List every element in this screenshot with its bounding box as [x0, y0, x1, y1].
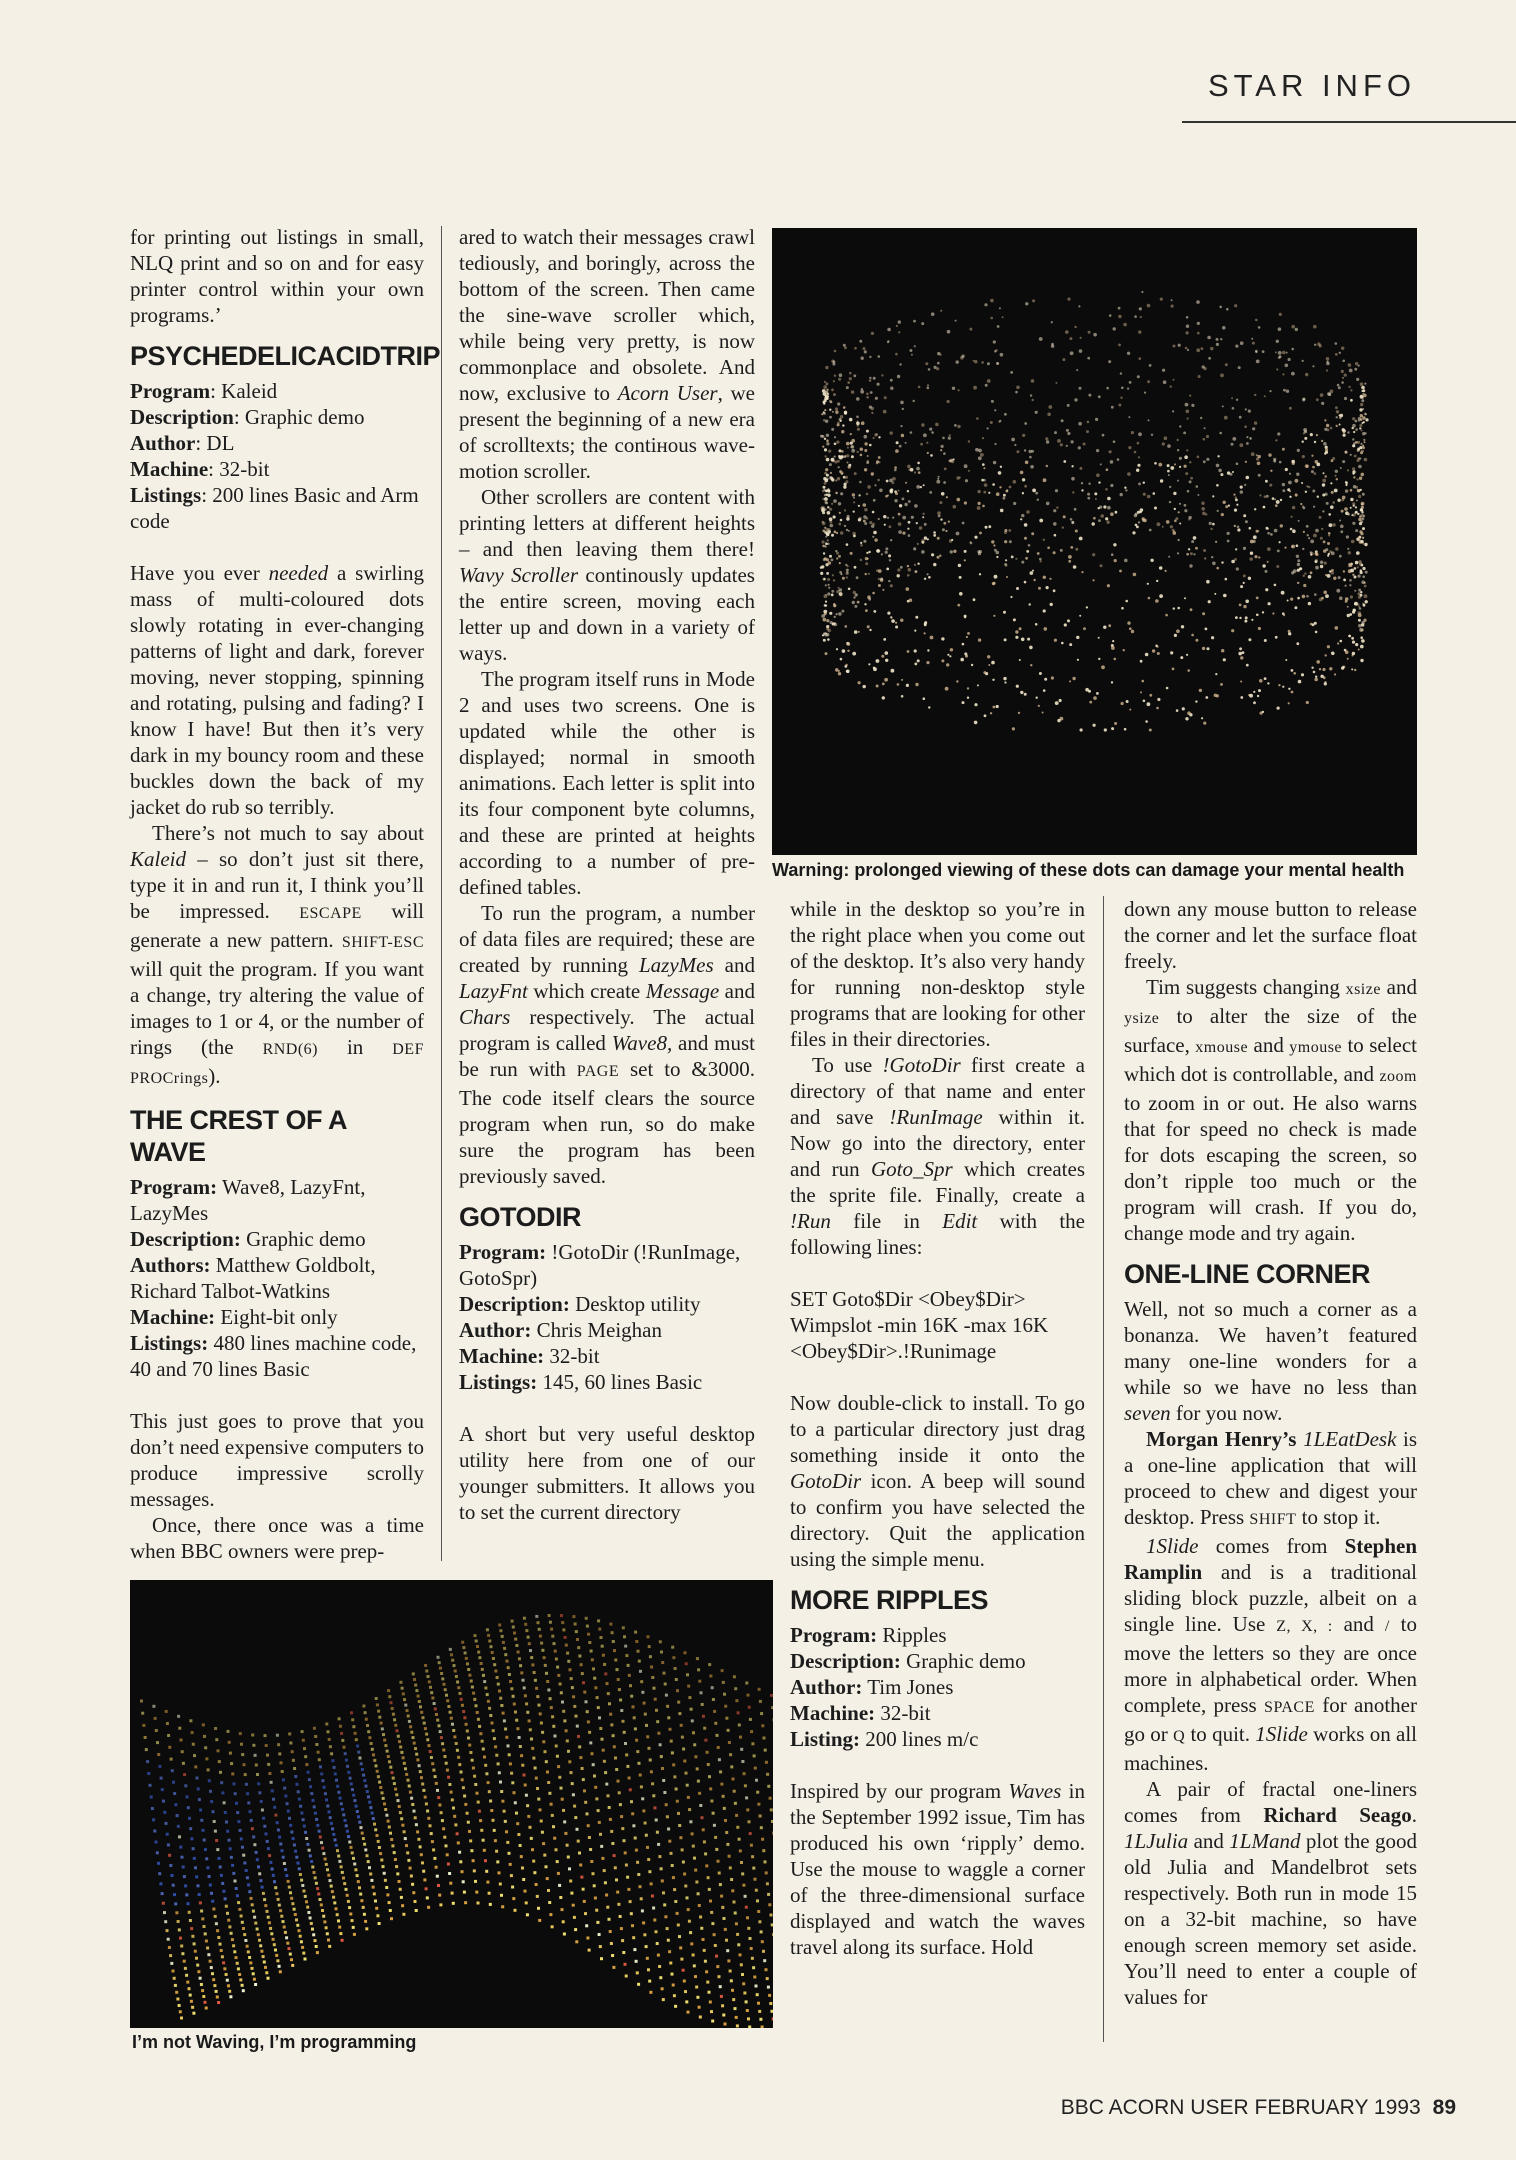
paragraph: Other scrollers are content with printing letters at different heights – and then leaving them there! Wavy Scroller continously updates the entire screen, moving each letter up and down in a variety of ways. — [459, 485, 755, 665]
meta-author: Author: Tim Jones — [790, 1675, 954, 1699]
meta-program: Program: Kaleid — [130, 379, 278, 403]
meta-listings: Listings: 200 lines Basic and Arm code — [130, 483, 419, 533]
paragraph: A pair of fractal one-liners comes from Richard Seago. 1LJulia and 1LMand plot the good old Julia and Mandelbrot sets respectively. Both run in mode 15 on a 32-bit machine, so have enough screen memory set aside. You’ll need to enter a couple of values for — [1124, 1777, 1417, 2009]
wave-dots-graphic — [130, 1580, 773, 2028]
meta-description: Description: Graphic demo — [790, 1649, 1026, 1673]
column-3 — [790, 896, 1085, 1960]
running-header: STAR INFO — [1207, 68, 1416, 103]
dot-cylinder-graphic — [772, 228, 1417, 855]
meta-authors: Authors: Matthew Goldbolt, Richard Talbot-Watkins — [130, 1253, 376, 1303]
paragraph: Inspired by our program Waves in the September 1992 issue, Tim has produced his own ‘ripply’ demo. Use the mouse to waggle a corner of the three-dimensional surface displayed and watch the waves travel along its surface. Hold — [790, 1779, 1085, 1959]
meta-author: Author: DL — [130, 431, 235, 455]
paragraph: while in the desktop so you’re in the right place when you come out of the desktop. It’s also very handy for running non-desktop style programs that are looking for other files in their directories. — [790, 897, 1085, 1051]
section-heading: ONE-LINE CORNER — [1124, 1259, 1371, 1289]
meta-machine: Machine: 32-bit — [790, 1701, 931, 1725]
column-divider — [1103, 896, 1104, 2042]
column-1 — [130, 224, 441, 1564]
paragraph: To run the program, a number of data files are required; these are created by running LazyMes and LazyFnt which create Message and Chars respectively. The actual program is called Wave8, and must be run with PAGE set to &3000. The code itself clears the source program when run, so do make sure the program has been previously saved. — [459, 901, 756, 1188]
top-image-caption: Warning: prolonged viewing of these dots can damage your mental health — [772, 860, 1405, 880]
column-2 — [459, 224, 755, 1525]
meta-program: Program: !GotoDir (!RunImage, GotoSpr) — [459, 1240, 741, 1290]
paragraph: for printing out listings in small, NLQ print and so on and for easy printer control within your own programs.’ — [130, 225, 424, 327]
paragraph: Tim suggests changing xsize and ysize to alter the size of the surface, xmouse and ymouse to select which dot is controllable, and zoom to zoom in or out. He also warns that for speed no check is made for dots escaping the screen, so don’t ripple too much or the program will crash. If you do, change mode and try again. — [1124, 975, 1418, 1245]
paragraph: There’s not much to say about Kaleid – so don’t just sit there, type it in and run it, I think you’ll be impressed. ESCAPE will generate a new pattern. SHIFT-ESC will quit the program. If you want a change, try altering the value of images to 1 or 4, or the number of rings (the RND(6) in DEF PROCrings). — [130, 821, 424, 1088]
meta-machine: Machine: 32-bit — [459, 1344, 600, 1368]
page-number: 89 — [1432, 2096, 1456, 2119]
paragraph: Once, there once was a time when BBC owners were prep- — [130, 1513, 424, 1563]
paragraph: Now double-click to install. To go to a particular directory just drag something inside it onto the GotoDir icon. A beep will sound to confirm you have selected the directory. Quit the application using the simple menu. — [790, 1391, 1085, 1571]
meta-machine: Machine: 32-bit — [130, 457, 270, 481]
bottom-image-caption: I’m not Waving, I’m programming — [132, 2032, 417, 2052]
section-heading: MORE RIPPLES — [790, 1585, 989, 1615]
wave-dots-image — [130, 1580, 773, 2028]
column-4 — [1124, 896, 1417, 2010]
paragraph: ared to watch their messages crawl tediously, and boringly, across the bottom of the screen. Then came the sine-wave scroller which, while being very pretty, is now commonplace and obsolete. And now, exclusive to Acorn User, we present the beginning of a new era of scrolltexts; the contінous wave-motion scroller. — [459, 225, 755, 483]
code-line: Wimpslot -min 16K -max 16K — [790, 1313, 1049, 1337]
paragraph: To use !GotoDir first create a directory of that name and enter and save !RunImage within it. Now go into the directory, enter and run Goto_Spr which creates the sprite file. Finally, create a !Run file in Edit with the following lines: — [790, 1053, 1086, 1259]
footer-magazine: BBC ACORN USER FEBRUARY 1993 — [1060, 2096, 1421, 2119]
paragraph: A short but very useful desktop utility here from one of our younger submitters. It allows you to set the current directory — [459, 1422, 755, 1524]
dot-cylinder-image — [772, 228, 1417, 855]
meta-listings: Listings: 145, 60 lines Basic — [459, 1370, 703, 1394]
code-line: SET Goto$Dir <Obey$Dir> — [790, 1287, 1026, 1311]
meta-description: Description: Desktop utility — [459, 1292, 701, 1316]
paragraph: down any mouse button to release the corner and let the surface float freely. — [1124, 897, 1417, 973]
meta-author: Author: Chris Meighan — [459, 1318, 662, 1342]
meta-listing: Listing: 200 lines m/c — [790, 1727, 979, 1751]
meta-listings: Listings: 480 lines machine code, 40 and 70 lines Basic — [130, 1331, 417, 1381]
meta-machine: Machine: Eight-bit only — [130, 1305, 338, 1329]
paragraph: Have you ever needed a swirling mass of multi-coloured dots slowly rotating in ever-changing patterns of light and dark, forever moving, never stopping, spinning and rotating, pulsing and fading? I know I have! But then it’s very dark in my bouncy room and these buckles down the back of my jacket do rub so terribly. — [130, 561, 425, 819]
section-heading: THE CREST OF A WAVE — [130, 1105, 347, 1167]
paragraph: Morgan Henry’s 1LEatDesk is a one-line application that will proceed to chew and digest your desktop. Press SHIFT to stop it. — [1124, 1427, 1417, 1529]
code-line: <Obey$Dir>.!Runimage — [790, 1339, 997, 1363]
meta-description: Description: Graphic demo — [130, 405, 365, 429]
meta-description: Description: Graphic demo — [130, 1227, 366, 1251]
section-heading: PSYCHEDELICACIDTRIP — [130, 341, 441, 371]
section-heading: GOTODIR — [459, 1202, 582, 1232]
meta-program: Program: Ripples — [790, 1623, 947, 1647]
meta-program: Program: Wave8, LazyFnt, LazyMes — [130, 1175, 366, 1225]
paragraph: 1Slide comes from Stephen Ramplin and is a traditional sliding block puzzle, albeit on a single line. Use Z, X, : and / to move the letters so they are once more in alphabetical order. When complete, press SPACE for another go or Q to quit. 1Slide works on all machines. — [1124, 1534, 1417, 1775]
page-footer — [1061, 2096, 1456, 2120]
paragraph: This just goes to prove that you don’t need expensive computers to produce impressive scrolly messages. — [130, 1409, 424, 1511]
paragraph: Well, not so much a corner as a bonanza. We haven’t featured many one-line wonders for a while so we have no less than seven for you now. — [1124, 1297, 1417, 1425]
column-divider — [441, 226, 442, 1561]
header-rule — [1182, 121, 1516, 123]
paragraph: The program itself runs in Mode 2 and uses two screens. One is updated while the other is displayed; normal in smooth animations. Each letter is split into its four component byte columns, and these are printed at heights according to a number of pre-defined tables. — [459, 667, 755, 899]
